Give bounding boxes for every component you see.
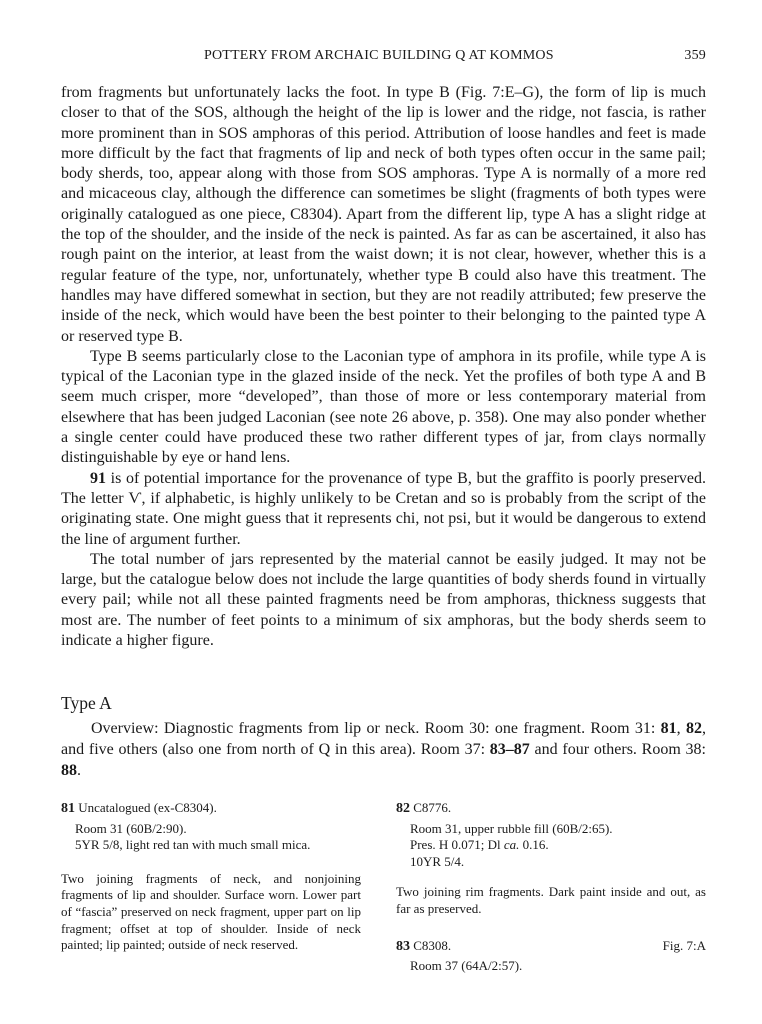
overview-text: and four others. Room 38: <box>529 741 707 758</box>
entry-detail-line: Room 31 (60B/2:90). <box>75 820 187 836</box>
catalogue-entry <box>396 800 706 918</box>
paragraph: Type B seems particularly close to the Laconian type of amphora in its profile, while type A is typical of the Laconian type in the glazed inside of the neck. Yet the profiles of both type A and B seem much crisper, more “developed”, than those of more or less contemporary material from elsewhere that has been judged Laconian (see note 26 above, p. 358). One may also ponder whether a single center could have produced these two rather different types of jar, from clays normally distinguishable by eye or hand lens. <box>61 347 706 467</box>
overview-paragraph <box>61 718 706 781</box>
entry-heading <box>396 938 706 956</box>
overview-text: , <box>676 720 687 737</box>
paragraph: from fragments but unfortunately lacks the foot. In type B (Fig. 7:E–G), the form of lip is much closer to that of the SOS, although the height of the lip is lower and the ridge, not fascia, is rather more prominent than in SOS amphoras of this period. Attribution of loose handles and feet is made more difficult by the fact that fragments of lip and neck of both types often occur in the same pail; body sherds, too, appear along with those from SOS amphoras. Type A is normally of a more red and micaceous clay, although the difference can sometimes be slight (fragments of both types were originally catalogued as one piece, C8304). Apart from the different lip, type A has a slight ridge at the top of the shoulder, and the inside of the neck is painted. As far as can be ascertained, it also has rough paint on the interior, at least from the waist down; it is not clear, however, whether this is a regular feature of the type, nor, unfortunately, whether type B could also have this treatment. The handles may have differed somewhat in section, but they are not readily attributed; few preserve the inside of the neck, which would have been the best pointer to their belonging to the painted type A or reserved type B. <box>61 84 706 345</box>
overview-text: Overview: Diagnostic fragments from lip or neck. Room 30: one fragment. Room 31: <box>91 720 661 737</box>
entry-detail-italic: ca. <box>503 837 520 853</box>
running-title: POTTERY FROM ARCHAIC BUILDING Q AT KOMMOS <box>204 48 554 63</box>
entry-detail-line: Room 37 (64A/2:57). <box>410 958 523 974</box>
entry-detail-line: 10YR 5/4. <box>410 853 465 869</box>
figure-reference: Fig. 7:A <box>662 937 706 953</box>
body-text <box>61 83 706 651</box>
entry-number: 81 <box>61 801 75 816</box>
entry-details <box>410 821 706 871</box>
entry-inventory: C8308. <box>413 937 452 953</box>
catalogue-column-left <box>61 800 361 954</box>
catalogue-ref: 91 <box>90 469 106 487</box>
catalogue-entry <box>396 938 706 975</box>
paragraph: The total number of jars represented by the material cannot be easily judged. It may not be large, but the catalogue below does not include the large quantities of body sherds found in virtually every pail; while not all these painted fragments need be from amphoras, thickness suggests that most are. The number of feet points to a minimum of six amphoras, but the body sherds seem to indicate a higher figure. <box>61 550 706 650</box>
running-header <box>61 48 706 68</box>
entry-details <box>75 821 361 854</box>
entry-detail-line: 5YR 5/8, light red tan with much small mica. <box>75 837 311 853</box>
entry-description: Two joining fragments of neck, and nonjoining fragments of lip and shoulder. Surface worn. Lower part of “fascia” preserved on neck fragment, upper part on lip fragment; offset at top of shoulder. Inside of neck painted; lip painted; outside of neck reserved. <box>61 870 361 953</box>
page-number: 359 <box>684 48 706 63</box>
entry-details <box>410 958 706 975</box>
catalogue-ref: 83–87 <box>489 741 530 758</box>
paragraph-text: is of potential importance for the provenance of type B, but the graffito is poorly preserved. The letter Ѵ, if alphabetic, is highly unlikely to be Cretan and so is probably from the script of the originating state. One might guess that it represents chi, not psi, but it would be dangerous to extend the line of argument further. <box>61 469 706 548</box>
paragraph <box>61 469 706 550</box>
entry-heading <box>61 800 361 818</box>
entry-number: 82 <box>396 801 410 816</box>
catalogue-entry <box>61 800 361 954</box>
section-title: Type A <box>61 693 112 713</box>
entry-detail-line: Pres. H 0.071; Dl ca. 0.16. <box>410 837 549 853</box>
entry-inventory: Uncatalogued (ex-C8304). <box>78 800 217 815</box>
catalogue-ref: 88 <box>61 762 77 779</box>
entry-description: Two joining rim fragments. Dark paint inside and out, as far as preserved. <box>396 884 706 916</box>
catalogue-ref: 81 <box>660 720 677 737</box>
entry-detail-line: Room 31, upper rubble fill (60B/2:65). <box>410 820 613 836</box>
overview-text: , and five others (also one from north of Q in this area). Room 37: <box>61 720 707 758</box>
entry-heading <box>396 800 706 818</box>
entry-number: 83 <box>396 938 410 954</box>
catalogue-ref: 82 <box>686 720 703 737</box>
catalogue-column-right <box>396 800 706 975</box>
overview-text: . <box>77 762 81 779</box>
entry-inventory: C8776. <box>413 800 452 815</box>
